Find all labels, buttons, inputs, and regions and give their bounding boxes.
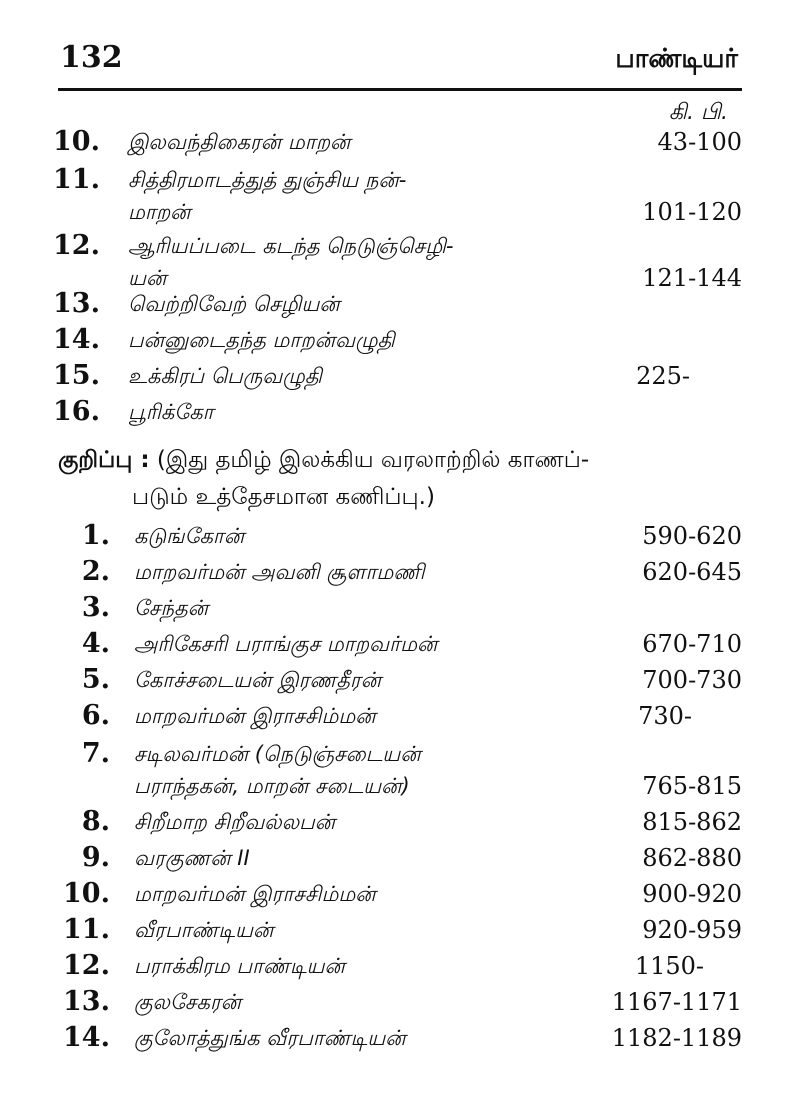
ruler-date: 670-710	[642, 630, 742, 658]
list-item	[0, 806, 800, 846]
list-item	[0, 914, 800, 954]
list-item	[0, 842, 800, 882]
item-number: 9.	[81, 842, 110, 873]
page-number: 132	[60, 40, 123, 75]
note-text: (இது தமிழ் இலக்கிய வரலாற்றில் காணப்-	[156, 447, 590, 473]
ruler-name: சித்திரமாடத்துத் துஞ்சிய நன்-	[128, 168, 407, 192]
list-item	[0, 288, 800, 328]
ruler-name: இலவந்திகைரன் மாறன்	[128, 130, 351, 154]
ruler-name: கோச்சடையன் இரணதீரன்	[134, 668, 382, 692]
ruler-name: வரகுணன் II	[134, 846, 250, 870]
note	[58, 447, 589, 476]
ruler-date: 43-100	[657, 128, 742, 156]
list-item	[0, 1022, 800, 1062]
item-number: 16.	[53, 396, 100, 427]
ruler-date: 900-920	[642, 880, 742, 908]
list-item	[0, 396, 800, 436]
note-label: குறிப்பு :	[58, 447, 150, 473]
ruler-date: 121-144	[642, 264, 742, 292]
ruler-name: வீரபாண்டியன்	[134, 918, 274, 942]
list-item	[0, 324, 800, 364]
ruler-date: 620-645	[642, 558, 742, 586]
ruler-name-continued: யன்	[128, 266, 167, 290]
ruler-name: மாறவர்மன் இராசசிம்மன்	[134, 882, 376, 906]
ruler-date: 1182-1189	[611, 1024, 742, 1052]
note-text-continued: படும் உத்தேசமான கணிப்பு.)	[132, 484, 435, 510]
item-number: 1.	[81, 520, 110, 551]
ruler-date: 1167-1171	[611, 988, 742, 1016]
item-number: 8.	[81, 806, 110, 837]
list-item	[0, 986, 800, 1026]
ruler-date: 1150-	[634, 952, 704, 980]
ruler-name: சடிலவர்மன் (நெடுஞ்சடையன்	[134, 742, 421, 766]
ruler-name: அரிகேசரி பராங்குச மாறவர்மன்	[134, 632, 438, 656]
ruler-name: பராக்கிரம பாண்டியன்	[134, 954, 345, 978]
list-item	[0, 628, 800, 668]
list-item	[0, 592, 800, 632]
ruler-date: 815-862	[642, 808, 742, 836]
ruler-name: வெற்றிவேற் செழியன்	[128, 292, 340, 316]
list-item	[0, 878, 800, 918]
item-number: 13.	[53, 288, 100, 319]
list-item	[0, 360, 800, 400]
item-number: 2.	[81, 556, 110, 587]
item-number: 11.	[63, 914, 110, 945]
ruler-name: சேந்தன்	[134, 596, 209, 620]
list-item	[0, 126, 800, 166]
item-number: 13.	[63, 986, 110, 1017]
ruler-name: சிறீமாற சிறீவல்லபன்	[134, 810, 336, 834]
list-item	[0, 556, 800, 596]
ruler-name: பூரிக்கோ	[128, 400, 214, 424]
list-item	[0, 230, 800, 292]
ruler-name-continued: மாறன்	[128, 200, 191, 224]
item-number: 12.	[53, 230, 100, 261]
item-number: 3.	[81, 592, 110, 623]
ruler-date: 225-	[636, 362, 690, 390]
list-item	[0, 950, 800, 990]
list-item	[0, 664, 800, 704]
item-number: 7.	[81, 738, 110, 769]
item-number: 11.	[53, 164, 100, 195]
item-number: 12.	[63, 950, 110, 981]
ruler-name: குலோத்துங்க வீரபாண்டியன்	[134, 1026, 406, 1050]
header-rule	[58, 88, 742, 91]
ruler-date: 920-959	[642, 916, 742, 944]
ruler-date: 101-120	[642, 198, 742, 226]
list-item	[0, 738, 800, 800]
list-item	[0, 700, 800, 740]
ruler-name: கடுங்கோன்	[134, 524, 245, 548]
era-label: கி. பி.	[668, 100, 728, 125]
item-number: 10.	[63, 878, 110, 909]
ruler-name: பன்னுடைதந்த மாறன்வழுதி	[128, 328, 395, 352]
ruler-date: 700-730	[642, 666, 742, 694]
ruler-name: ஆரியப்படை கடந்த நெடுஞ்செழி-	[128, 234, 454, 258]
ruler-name: குலசேகரன்	[134, 990, 242, 1014]
list-item	[0, 520, 800, 560]
ruler-name-continued: பராந்தகன், மாறன் சடையன்)	[134, 774, 410, 798]
item-number: 10.	[53, 126, 100, 157]
item-number: 4.	[81, 628, 110, 659]
ruler-name: மாறவர்மன் அவனி சூளாமணி	[134, 560, 425, 584]
ruler-name: உக்கிரப் பெருவழுதி	[128, 364, 323, 388]
ruler-date: 765-815	[642, 772, 742, 800]
ruler-date: 590-620	[642, 522, 742, 550]
ruler-name: மாறவர்மன் இராசசிம்மன்	[134, 704, 376, 728]
item-number: 14.	[53, 324, 100, 355]
item-number: 5.	[81, 664, 110, 695]
list-item	[0, 164, 800, 226]
ruler-date: 730-	[638, 702, 692, 730]
item-number: 15.	[53, 360, 100, 391]
ruler-date: 862-880	[642, 844, 742, 872]
item-number: 6.	[81, 700, 110, 731]
running-title: பாண்டியர்	[615, 44, 738, 74]
item-number: 14.	[63, 1022, 110, 1053]
